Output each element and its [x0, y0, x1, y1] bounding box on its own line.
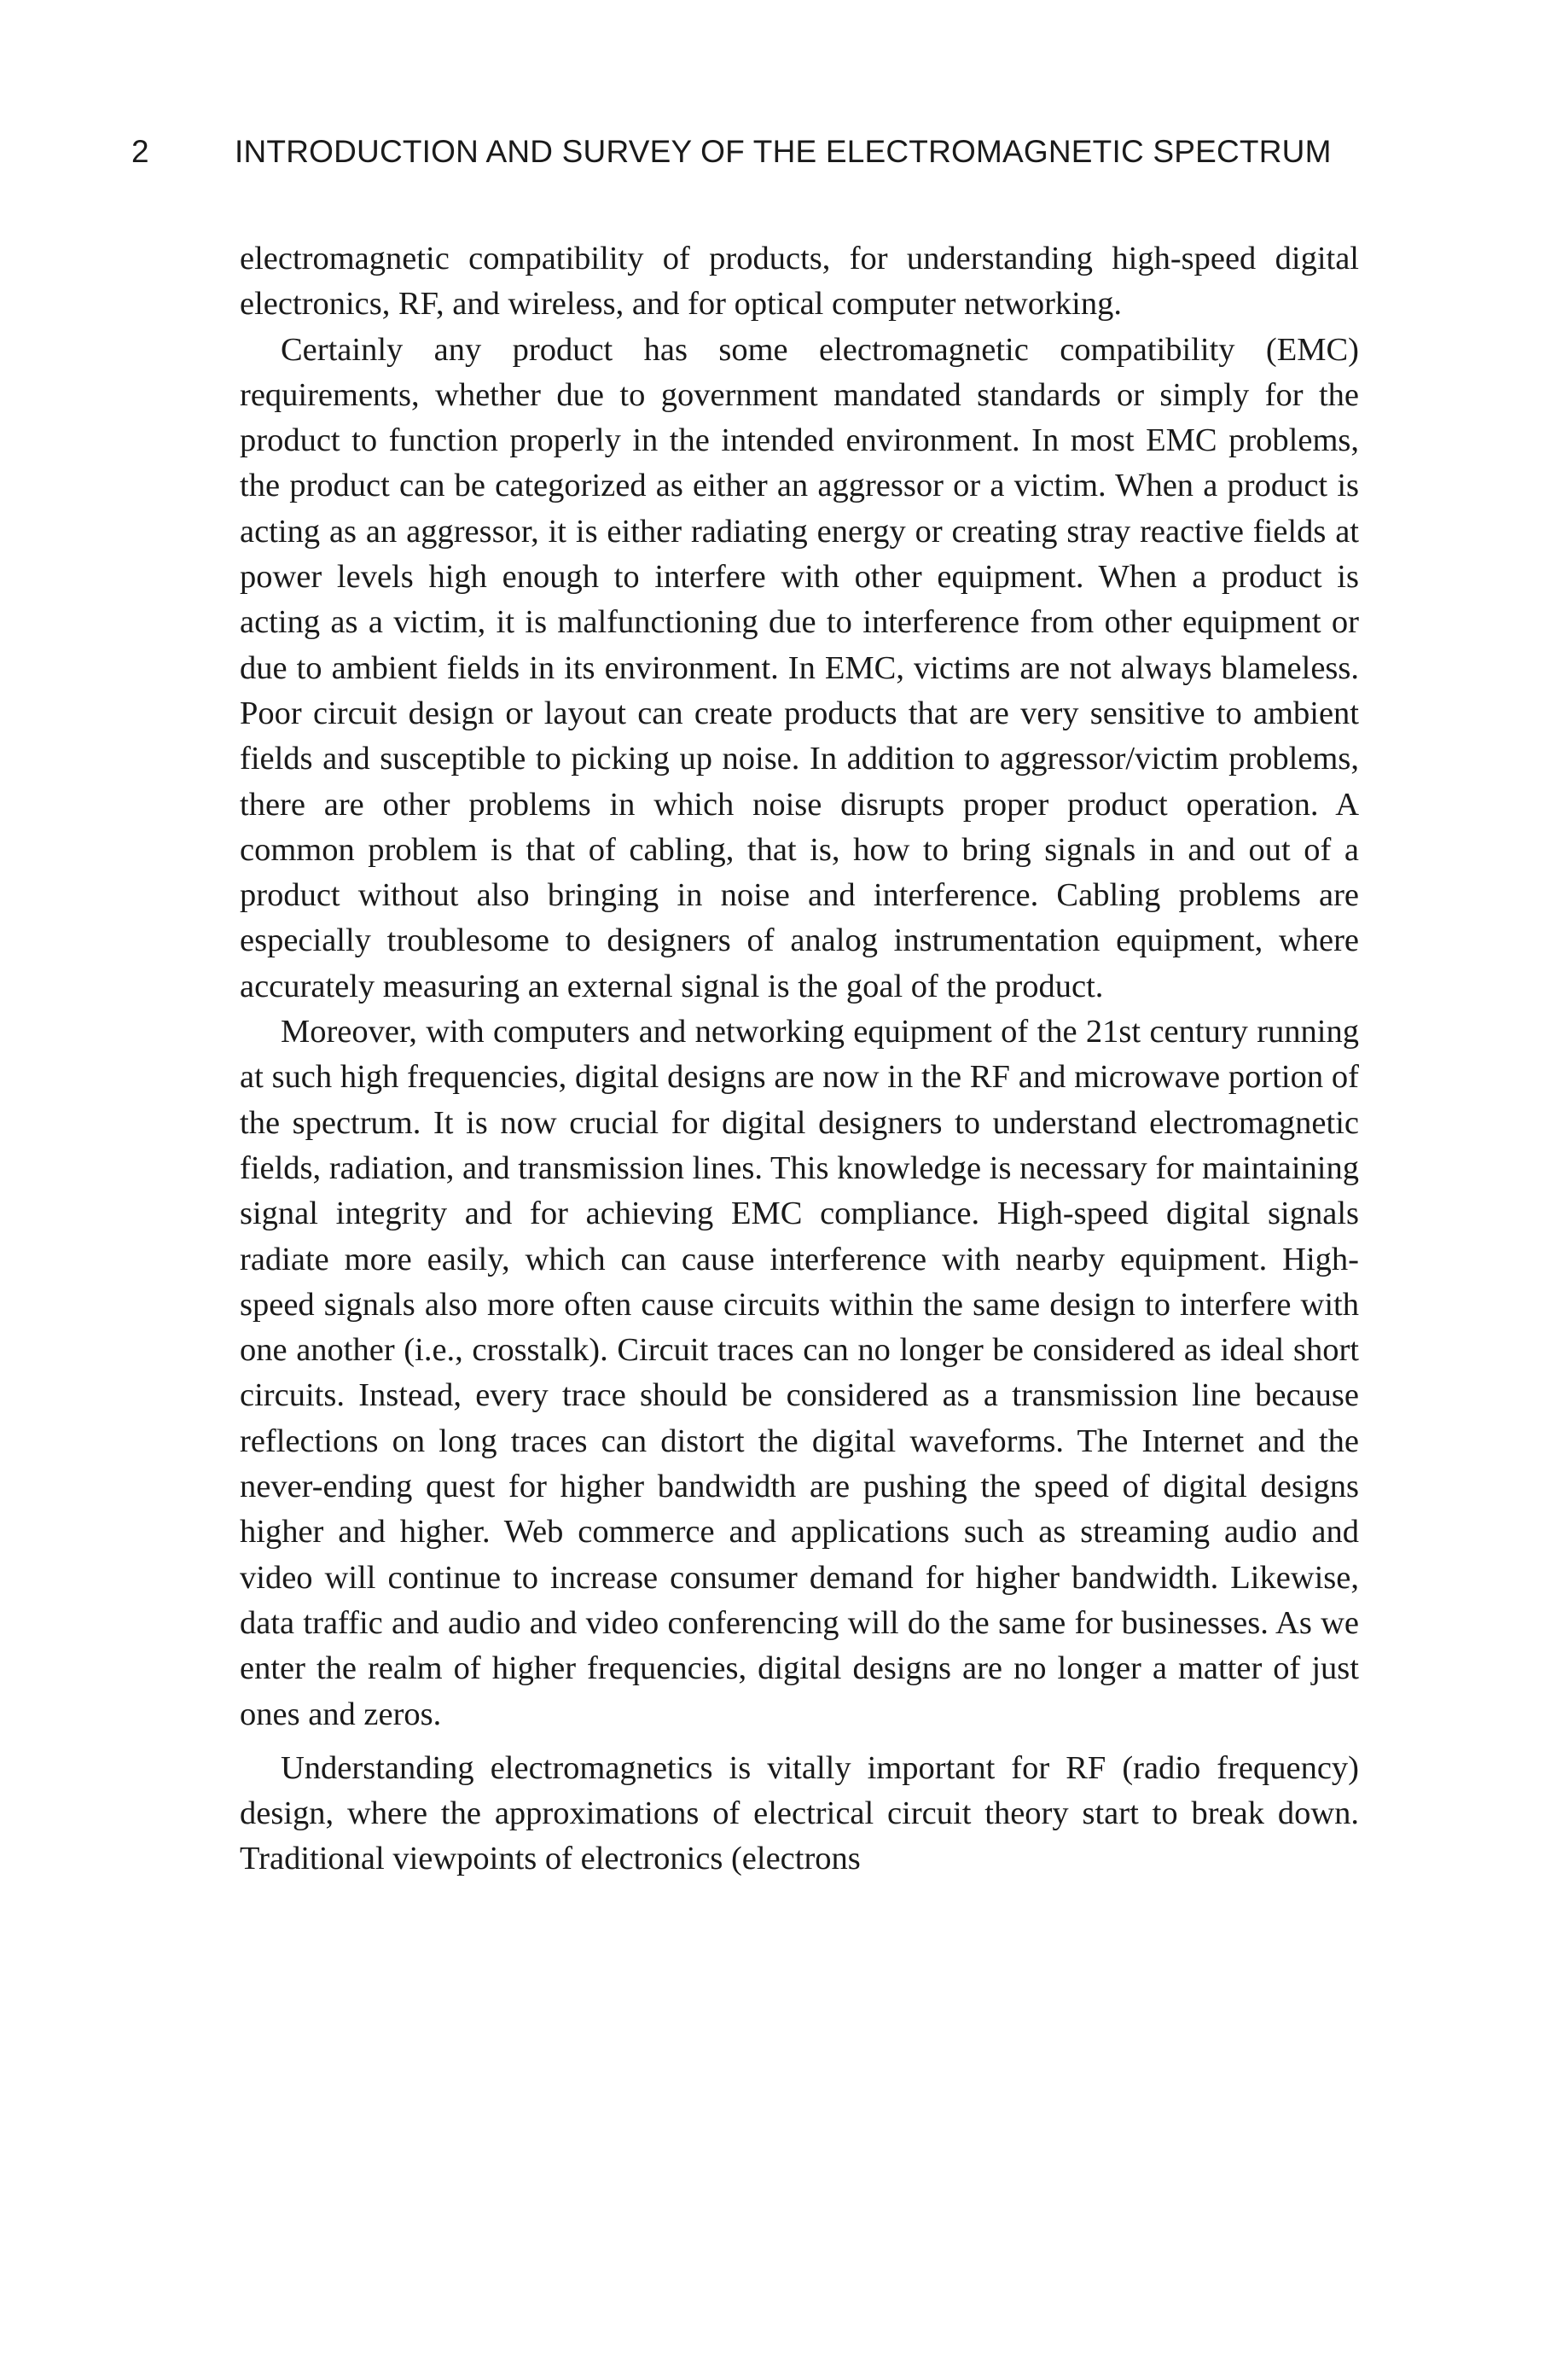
- body-text: [240, 236, 1359, 1882]
- running-title: INTRODUCTION AND SURVEY OF THE ELECTROMAGNETIC SPECTRUM: [235, 134, 1332, 169]
- paragraph-high-speed-digital: Moreover, with computers and networking equipment of the 21st century running at such high frequencies, digital designs are now in the RF and microwave portion of the spectrum. It is now crucial for digital designers to understand electromagnetic fields, radiation, and transmission lines. This knowledge is necessary for maintaining signal integrity and for achieving EMC compliance. High-speed digital signals radiate more easily, which can cause interference with nearby equipment. High-speed signals also more often cause circuits within the same design to interfere with one another (i.e., crosstalk). Circuit traces can no longer be considered as ideal short circuits. Instead, every trace should be considered as a transmission line because reflections on long traces can distort the digital waveforms. The Internet and the never-ending quest for higher bandwidth are pushing the speed of digital designs higher and higher. Web commerce and applications such as streaming audio and video will continue to increase consumer demand for higher bandwidth. Likewise, data traffic and audio and video conferencing will do the same for businesses. As we enter the realm of higher frequencies, digital designs are no longer a matter of just ones and zeros.: [240, 1014, 1359, 1732]
- paragraph-emc: Certainly any product has some electromagnetic compatibility (EMC) requirements, whether due to government mandated standards or simply for the product to function properly in the intended environment. In most EMC problems, the product can be categorized as either an aggressor or a victim. When a product is acting as an aggressor, it is either radiating energy or creating stray reactive fields at power levels high enough to interfere with other equipment. When a product is acting as a victim, it is malfunctioning due to interference from other equipment or due to ambient fields in its environment. In EMC, victims are not always blameless. Poor circuit design or layout can create products that are very sensitive to ambient fields and susceptible to picking up noise. In addition to aggressor/victim problems, there are other problems in which noise disrupts proper product operation. A common problem is that of cabling, that is, how to bring signals in and out of a product without also bringing in noise and interference. Cabling problems are especially troublesome to designers of analog instrumentation equipment, where accurately measuring an external signal is the goal of the product.: [240, 331, 1359, 1004]
- page-number: 2: [131, 134, 149, 169]
- running-head: [131, 130, 1360, 174]
- paragraph-continued: electromagnetic compatibility of products, for understanding high-speed digital electronics, RF, and wireless, and for optical computer networking.: [240, 241, 1359, 323]
- paragraph-rf-design: Understanding electromagnetics is vitally important for RF (radio frequency) design, where the approximations of electrical circuit theory start to break down. Traditional viewpoints of electronics (electrons: [240, 1749, 1359, 1877]
